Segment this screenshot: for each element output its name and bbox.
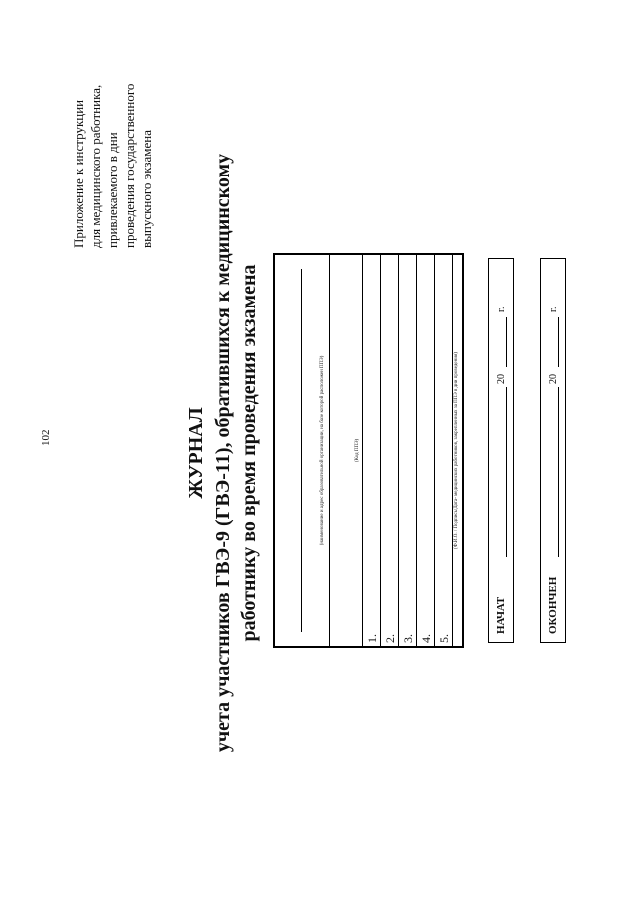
row-number: 2. (383, 634, 397, 643)
start-date-line (506, 387, 507, 557)
end-year-line (558, 317, 559, 367)
start-date-box (488, 258, 514, 643)
journal-title: ЖУРНАЛ (185, 407, 207, 499)
end-date-box (540, 258, 566, 643)
row-number: 3. (401, 634, 415, 643)
ppe-caption: (Код ППЭ) (355, 438, 360, 463)
end-label: ОКОНЧЕН (547, 576, 559, 634)
appendix-line: проведения государственного (122, 83, 137, 248)
appendix-line: для медицинского работника, (88, 84, 103, 248)
end-year-prefix: 20 (548, 374, 559, 384)
org-caption: (наименование и адрес образовательной организации, на базе которой расположен ППЭ) (320, 355, 325, 546)
row-number: 5. (437, 634, 451, 643)
table-row (434, 255, 453, 646)
table-row (398, 255, 417, 646)
table-row (380, 255, 399, 646)
journal-subtitle-line-2: работнику во время проведения экзамена (238, 264, 260, 642)
fio-caption: (Ф.И.О. / Подпись/Дата- медицинских работников, закрепленных за ППЭ в дни проведения) (454, 352, 459, 549)
journal-table (273, 253, 464, 648)
start-year-suffix: г. (496, 306, 507, 312)
appendix-line: Приложение к инструкции (71, 99, 86, 248)
row-divider (329, 255, 330, 646)
start-year-line (506, 317, 507, 367)
row-number: 4. (419, 634, 433, 643)
org-name-underline (301, 269, 302, 632)
end-year-suffix: г. (548, 306, 559, 312)
appendix-line: выпускного экзамена (139, 130, 154, 248)
table-row (416, 255, 435, 646)
table-row (362, 255, 381, 646)
row-divider (452, 255, 453, 646)
journal-subtitle-line-1: учета участников ГВЭ-9 (ГВЭ-11), обратившихся к медицинскому (212, 153, 234, 753)
appendix-line: привлекаемого в дни (105, 132, 120, 248)
row-number: 1. (365, 634, 379, 643)
page-number: 102 (40, 429, 52, 446)
appendix-note (70, 18, 155, 248)
start-label: НАЧАТ (495, 596, 507, 634)
end-date-line (558, 387, 559, 557)
start-year-prefix: 20 (496, 374, 507, 384)
